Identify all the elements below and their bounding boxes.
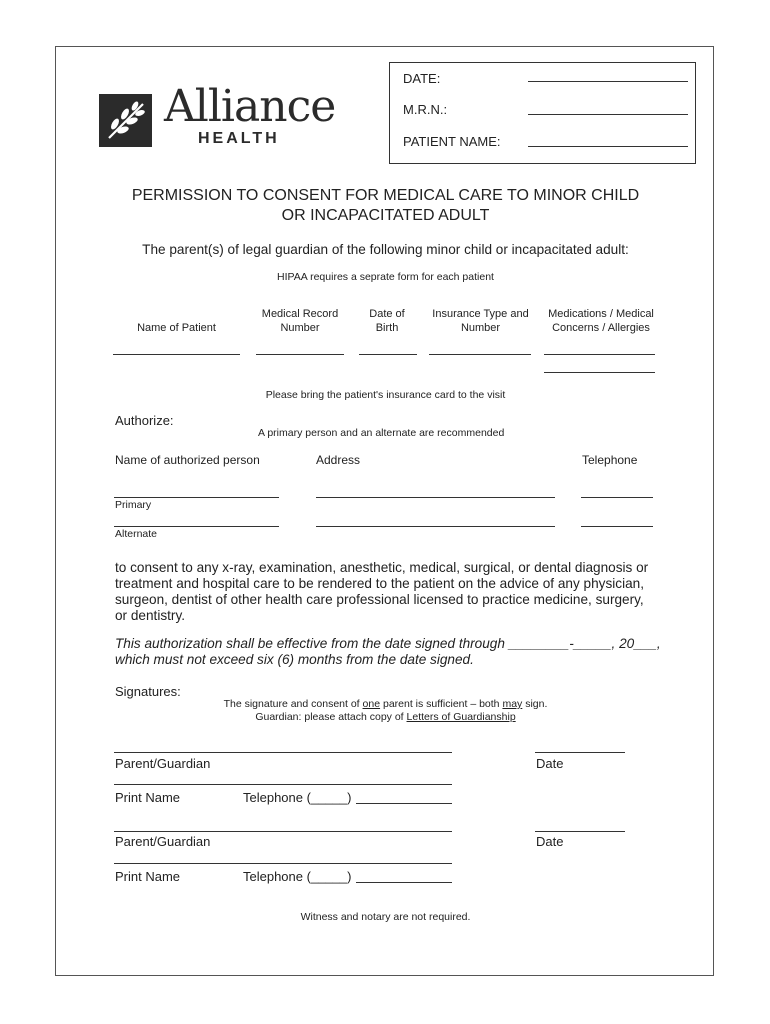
date-field[interactable] bbox=[528, 81, 688, 82]
parent-guardian-signature-line-2[interactable] bbox=[114, 831, 452, 832]
medications-input-line-2[interactable] bbox=[544, 372, 655, 373]
patient-name-input-line[interactable] bbox=[113, 354, 240, 355]
alternate-telephone-input-line[interactable] bbox=[581, 526, 653, 527]
date-label: DATE: bbox=[403, 71, 441, 86]
mrn-label: M.R.N.: bbox=[403, 102, 448, 117]
insurance-input-line[interactable] bbox=[429, 354, 531, 355]
effective-statement: This authorization shall be effective from the date signed through ________-_____, 20___, which must not exceed six (6) months from the date signed. bbox=[115, 636, 661, 667]
authorize-note: A primary person and an alternate are recommended bbox=[258, 427, 505, 439]
print-name-divider-2 bbox=[114, 863, 452, 864]
telephone-input-line-1[interactable] bbox=[356, 803, 452, 804]
print-name-divider-1 bbox=[114, 784, 452, 785]
print-name-label-2: Print Name bbox=[115, 869, 181, 884]
telephone-col-header: Telephone bbox=[582, 453, 638, 467]
medications-input-line-1[interactable] bbox=[544, 354, 655, 355]
parent-guardian-signature-line-1[interactable] bbox=[114, 752, 452, 753]
alternate-label: Alternate bbox=[115, 528, 158, 540]
primary-telephone-input-line[interactable] bbox=[581, 497, 653, 498]
primary-label: Primary bbox=[115, 499, 152, 511]
signatures-label: Signatures: bbox=[115, 684, 181, 699]
signature-note-1: The signature and consent of one parent is sufficient – both may sign. bbox=[223, 698, 548, 710]
signature-note-2: Guardian: please attach copy of Letters of Guardianship bbox=[255, 711, 516, 723]
mrn-field[interactable] bbox=[528, 114, 688, 115]
intro-text: The parent(s) of legal guardian of the following minor child or incapacitated adult: bbox=[142, 242, 629, 257]
col-header-medications: Medications / Medical Concerns / Allergies bbox=[548, 308, 654, 334]
authorize-label: Authorize: bbox=[115, 413, 174, 428]
footer-note: Witness and notary are not required. bbox=[300, 911, 471, 923]
telephone-area-code-1[interactable]: _____ bbox=[310, 790, 348, 805]
effective-year-blank[interactable]: ___ bbox=[634, 636, 657, 651]
date-label-2: Date bbox=[536, 834, 564, 849]
col-header-name-of-patient: Name of Patient bbox=[137, 322, 216, 334]
logo-wordmark: Alliance bbox=[164, 81, 336, 132]
print-name-label-1: Print Name bbox=[115, 790, 181, 805]
logo-subtitle: HEALTH bbox=[198, 130, 280, 147]
parent-guardian-label-2: Parent/Guardian bbox=[115, 834, 211, 849]
parent-guardian-label-1: Parent/Guardian bbox=[115, 756, 211, 771]
dob-input-line[interactable] bbox=[359, 354, 417, 355]
date-label-1: Date bbox=[536, 756, 564, 771]
signature-date-line-2[interactable] bbox=[535, 831, 625, 832]
col-header-medical-record-number: Medical Record Number bbox=[261, 308, 339, 334]
consent-paragraph: to consent to any x-ray, examination, anesthetic, medical, surgical, or dental diagnosis or treatment and hospital care to be rendered to the patient on the advice of any physician, surgeon, dentist of other health care professional licensed to practice medicine, surgery, or dentistry. bbox=[115, 560, 649, 623]
telephone-label-1: Telephone (_____) bbox=[243, 790, 352, 805]
address-col-header: Address bbox=[316, 453, 361, 467]
telephone-area-code-2[interactable]: _____ bbox=[310, 869, 348, 884]
alternate-name-input-line[interactable] bbox=[114, 526, 279, 527]
alternate-address-input-line[interactable] bbox=[316, 526, 555, 527]
mrn-input-line[interactable] bbox=[256, 354, 344, 355]
hipaa-note: HIPAA requires a seprate form for each patient bbox=[277, 271, 494, 283]
signature-date-line-1[interactable] bbox=[535, 752, 625, 753]
primary-name-input-line[interactable] bbox=[114, 497, 279, 498]
effective-day-blank[interactable]: _____ bbox=[573, 636, 612, 651]
primary-address-input-line[interactable] bbox=[316, 497, 555, 498]
telephone-input-line-2[interactable] bbox=[356, 882, 452, 883]
authorized-person-col-header: Name of authorized person bbox=[115, 453, 260, 467]
patient-info-box bbox=[389, 62, 696, 164]
telephone-label-2: Telephone (_____) bbox=[243, 869, 352, 884]
insurance-card-note: Please bring the patient's insurance card to the visit bbox=[265, 389, 506, 401]
col-header-insurance: Insurance Type and Number bbox=[432, 308, 529, 334]
alliance-health-logo-icon bbox=[99, 94, 152, 147]
patient-name-field[interactable] bbox=[528, 146, 688, 147]
effective-month-blank[interactable]: ________ bbox=[508, 636, 570, 651]
form-title-line1: PERMISSION TO CONSENT FOR MEDICAL CARE TO MINOR CHILD bbox=[131, 187, 640, 204]
patient-name-label: PATIENT NAME: bbox=[403, 134, 501, 149]
form-title-line2: OR INCAPACITATED ADULT bbox=[281, 207, 490, 224]
col-header-date-of-birth: Date of Birth bbox=[369, 308, 405, 334]
